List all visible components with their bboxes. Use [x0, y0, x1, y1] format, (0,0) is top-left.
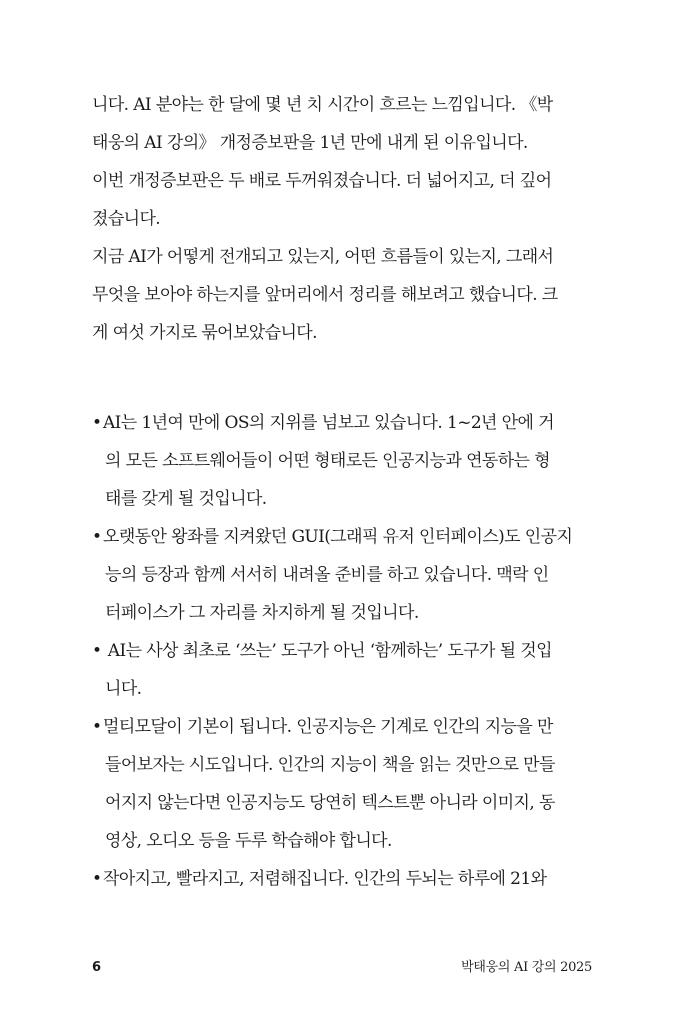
bullet-item [92, 404, 592, 518]
section-gap [92, 352, 592, 404]
bullet-continuation-line: 어지지 않는다면 인공지능도 당연히 텍스트뿐 아니라 이미지, 동 [105, 793, 555, 813]
bullet-text: 오랫동안 왕좌를 지켜왔던 GUI(그래픽 유저 인터페이스)도 인공지 [103, 527, 573, 547]
bullet-continuation-line: 니다. [105, 679, 142, 699]
page-number: 6 [92, 960, 102, 975]
bullet-marker: • [92, 527, 102, 547]
body-text [92, 86, 592, 898]
bullet-item [92, 708, 592, 860]
paragraph-line: 태웅의 AI 강의》 개정증보판을 1년 만에 내게 된 이유입니다. [92, 133, 528, 153]
bullet-first-line [92, 404, 592, 442]
paragraph-line: 니다. AI 분야는 한 달에 몇 년 치 시간이 흐르는 느낌입니다. 《박 [92, 95, 553, 115]
bullet-item [92, 518, 592, 632]
bullet-first-line [92, 708, 592, 746]
paragraph-line: 게 여섯 가지로 묶어보았습니다. [92, 323, 317, 343]
bullet-list [92, 404, 592, 898]
bullet-text: 작아지고, 빨라지고, 저렴해집니다. 인간의 두뇌는 하루에 21와 [103, 869, 547, 889]
bullet-marker: • [92, 717, 102, 737]
paragraph-line: 무엇을 보아야 하는지를 앞머리에서 정리를 해보려고 했습니다. 크 [92, 285, 558, 305]
bullet-first-line [92, 518, 592, 556]
bullet-continuation-line: 태를 갖게 될 것입니다. [105, 489, 267, 509]
page-footer [92, 956, 592, 980]
bullet-first-line [92, 632, 592, 670]
bullet-text: AI는 1년여 만에 OS의 지위를 넘보고 있습니다. 1~2년 안에 거 [103, 413, 554, 433]
bullet-continuation-line: 영상, 오디오 등을 두루 학습해야 합니다. [105, 831, 392, 851]
bullet-continuation-line: 터페이스가 그 자리를 차지하게 될 것입니다. [105, 603, 419, 623]
bullet-marker: • [92, 413, 102, 433]
bullet-marker: • [92, 641, 102, 661]
bullet-continuation-line: 들어보자는 시도입니다. 인간의 지능이 책을 읽는 것만으로 만들 [105, 755, 555, 775]
bullet-text: 멀티모달이 기본이 됩니다. 인공지능은 기계로 인간의 지능을 만 [103, 717, 553, 737]
bullet-item [92, 632, 592, 708]
bullet-text: AI는 사상 최초로 ‘쓰는’ 도구가 아닌 ‘함께하는’ 도구가 될 것입 [103, 641, 552, 661]
paragraph-line: 졌습니다. [92, 209, 161, 229]
bullet-continuation-line: 의 모든 소프트웨어들이 어떤 형태로든 인공지능과 연동하는 형 [105, 451, 550, 471]
bullet-continuation-line: 능의 등장과 함께 서서히 내려올 준비를 하고 있습니다. 맥락 인 [105, 565, 549, 585]
paragraph-line: 이번 개정증보판은 두 배로 두꺼워졌습니다. 더 넓어지고, 더 깊어 [92, 171, 552, 191]
bullet-marker: • [92, 869, 102, 889]
running-title: 박태웅의 AI 강의 2025 [461, 960, 592, 975]
paragraph-line: 지금 AI가 어떻게 전개되고 있는지, 어떤 흐름들이 있는지, 그래서 [92, 247, 554, 267]
bullet-first-line [92, 860, 592, 898]
bullet-item [92, 860, 592, 898]
